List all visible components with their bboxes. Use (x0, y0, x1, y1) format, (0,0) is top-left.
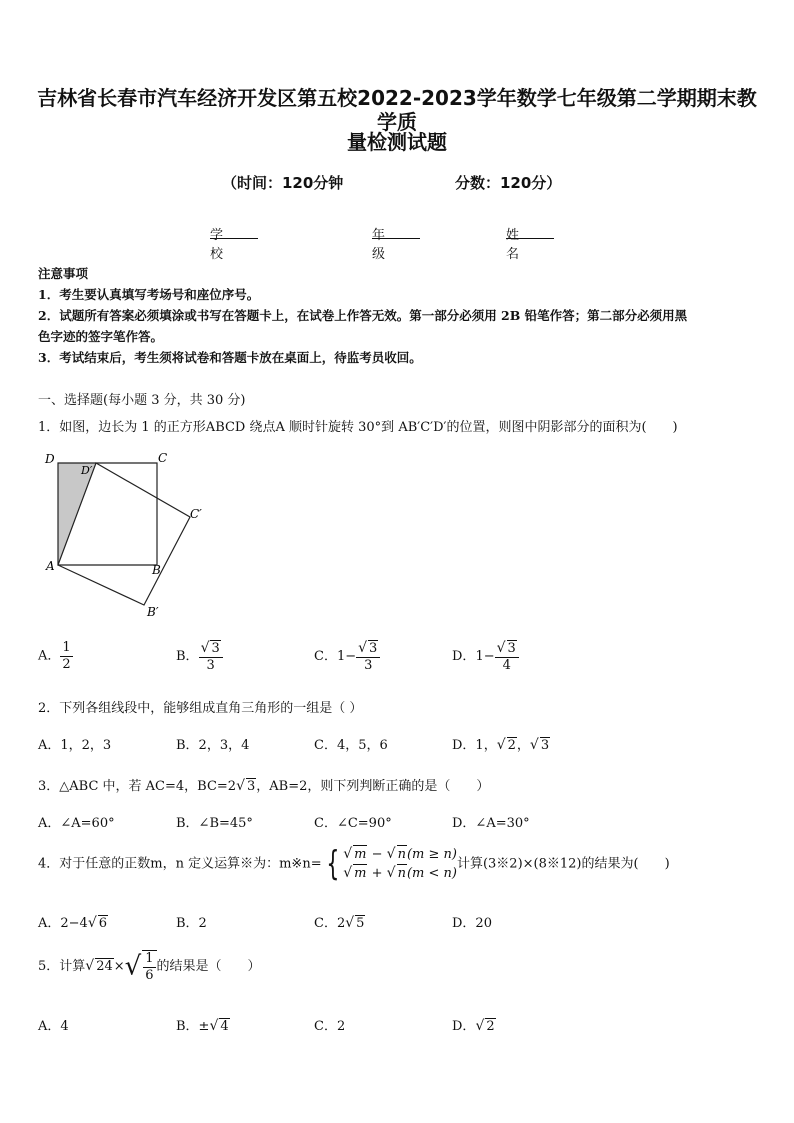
q4-option-d[interactable]: D．20 (452, 916, 492, 931)
frac-denominator: 4 (502, 657, 511, 673)
exam-time: （时间：120分钟 (222, 174, 344, 192)
q5-option-d[interactable] (452, 1015, 496, 1034)
exam-time-score (0, 172, 794, 194)
name-blank (506, 224, 554, 239)
q1-option-c[interactable] (314, 640, 380, 673)
sqrt-icon: √ (345, 915, 355, 931)
sqrt-icon: √ (343, 865, 353, 881)
note-item: 1．考生要认真填写考场号和座位序号。 (38, 287, 260, 302)
option-text: D． (452, 1019, 476, 1034)
q3-option-c[interactable]: C．∠C=90° (314, 816, 392, 831)
sqrt-icon: √ (343, 846, 353, 862)
sqrt-icon: √ (529, 737, 539, 753)
note-item: 2．试题所有答案必须填涂或书写在答题卡上，在试卷上作答无效。第一部分必须用 2B 铅笔作答；第二部分必须用黑 (38, 308, 688, 323)
label-d: D (45, 452, 55, 466)
q5-text-pre: 5．计算 (38, 959, 86, 975)
operator: − (367, 847, 387, 862)
frac-numerator: 1 (62, 640, 71, 655)
q5-option-c[interactable]: C．2 (314, 1019, 346, 1034)
q2-option-c[interactable]: C．4，5，6 (314, 738, 388, 753)
radicand: 2 (486, 1019, 495, 1034)
school-blank (210, 224, 258, 239)
label-c: C (158, 451, 168, 465)
exam-title-line1: 吉林省长春市汽车经济开发区第五校2022-2023学年数学七年级第二学期期末教学质 (37, 86, 757, 134)
q5-option-a[interactable]: A．4 (38, 1019, 69, 1034)
radicand: 3 (540, 738, 550, 753)
q3-option-d[interactable]: D．∠A=30° (452, 816, 530, 831)
q1-option-d[interactable] (452, 640, 519, 673)
sqrt-icon: √ (236, 778, 245, 794)
q4-option-b[interactable]: B．2 (176, 916, 207, 931)
option-prefix: 1− (475, 649, 495, 665)
label-b-prime: B′ (147, 605, 159, 619)
radicand: 4 (220, 1019, 229, 1034)
radicand: 3 (211, 641, 220, 656)
q5-text-post: 的结果是（ ） (156, 959, 261, 975)
q3-option-a[interactable]: A．∠A=60° (38, 816, 115, 831)
label-c-prime: C′ (190, 507, 202, 521)
q3-option-b[interactable]: B．∠B=45° (176, 816, 253, 831)
sqrt-icon: √ (386, 846, 396, 862)
exam-score: 分数：120分） (455, 174, 562, 192)
sqrt-icon: √ (358, 640, 368, 656)
sqrt-icon: √ (200, 640, 210, 656)
radicand: 5 (356, 916, 365, 931)
radicand: 2 (507, 738, 516, 753)
option-prefix: 1− (336, 649, 357, 665)
q3-text-pre: 3．△ABC 中，若 AC=4，BC=2 (38, 779, 237, 794)
name-label: 姓名 (506, 228, 520, 262)
radicand: 6 (98, 916, 108, 931)
option-label: B． (176, 649, 199, 665)
q4-text-post: 计算(3※2)×(8※12)的结果为( ) (456, 856, 670, 872)
sqrt-icon: √ (386, 865, 396, 881)
radicand: n (397, 866, 406, 881)
grade-blank (372, 224, 420, 239)
section-heading: 一、选择题(每小题 3 分，共 30 分) (38, 393, 246, 408)
frac-denominator: 6 (145, 967, 154, 983)
grade-label: 年级 (372, 228, 386, 262)
q2-option-a[interactable]: A．1，2，3 (38, 738, 112, 753)
radicand: 3 (247, 779, 256, 794)
question-1-text: 1．如图，边长为 1 的正方形ABCD 绕点A 顺时针旋转 30°到 AB′C′D′的位置，则图中阴影部分的面积为( ) (38, 420, 678, 435)
question-3-text (38, 775, 489, 794)
notes-heading: 注意事项 (38, 266, 89, 281)
q1-option-a[interactable] (38, 640, 73, 672)
rotated-square-diagram (38, 448, 218, 628)
condition: (m < n) (406, 866, 457, 881)
notes-block (38, 263, 760, 368)
option-text: B．± (176, 1019, 210, 1034)
q1-option-b[interactable] (176, 640, 223, 673)
q5-option-b[interactable] (176, 1015, 230, 1034)
times-operator: × (113, 959, 125, 975)
frac-denominator: 3 (206, 657, 215, 673)
sqrt-icon: √ (209, 1018, 219, 1034)
frac-numerator: 1 (145, 951, 154, 966)
radicand: m (354, 866, 367, 881)
q4-text-pre: 4．对于任意的正数m，n 定义运算※为：m※n= (38, 856, 322, 872)
question-5-text (38, 950, 261, 983)
option-label: A． (38, 648, 61, 664)
sqrt-icon: √ (87, 915, 97, 931)
question-2-text: 2．下列各组线段中，能够组成直角三角形的一组是（ ） (38, 701, 363, 716)
note-item: 3．考试结束后，考生须将试卷和答题卡放在桌面上，待监考员收回。 (38, 350, 422, 365)
label-b: B (152, 563, 161, 577)
frac-denominator: 2 (62, 656, 71, 672)
radicand: n (397, 847, 406, 862)
option-label: D． (452, 649, 476, 665)
exam-title-line2: 量检测试题 (347, 130, 447, 154)
sqrt-icon: √ (496, 737, 506, 753)
condition: (m ≥ n) (406, 847, 457, 862)
operator: + (367, 866, 387, 881)
q4-option-a[interactable] (38, 912, 108, 931)
piecewise-cases (343, 845, 457, 883)
radicand: 24 (96, 959, 113, 975)
label-d-prime: D′ (81, 464, 93, 477)
question-4-text (38, 845, 670, 883)
q2-option-b[interactable]: B．2，3，4 (176, 738, 250, 753)
option-text: C．2 (314, 916, 346, 931)
option-label: C． (314, 649, 337, 665)
case-2 (343, 864, 457, 883)
frac-denominator: 3 (364, 657, 373, 673)
radicand: m (354, 847, 367, 862)
separator: ， (516, 738, 530, 753)
school-label: 学校 (210, 228, 224, 262)
q3-text-post: ，AB=2，则下列判断正确的是（ ） (256, 779, 490, 794)
sqrt-icon: √ (85, 958, 95, 975)
sqrt-icon: √ (475, 1018, 485, 1034)
note-item: 色字迹的签字笔作答。 (38, 329, 164, 344)
case-1 (343, 845, 457, 864)
option-text: A．2−4 (38, 916, 88, 931)
label-a: A (46, 559, 55, 573)
sqrt-icon: √ (496, 640, 506, 656)
radicand: 3 (507, 641, 516, 656)
q2-option-d[interactable] (452, 734, 550, 753)
brace-icon: { (325, 844, 339, 884)
sqrt-icon: √ (124, 951, 142, 982)
q4-option-c[interactable] (314, 912, 365, 931)
student-info-fields (0, 224, 794, 262)
radicand: 3 (369, 641, 378, 656)
option-text: D．1， (452, 738, 497, 753)
